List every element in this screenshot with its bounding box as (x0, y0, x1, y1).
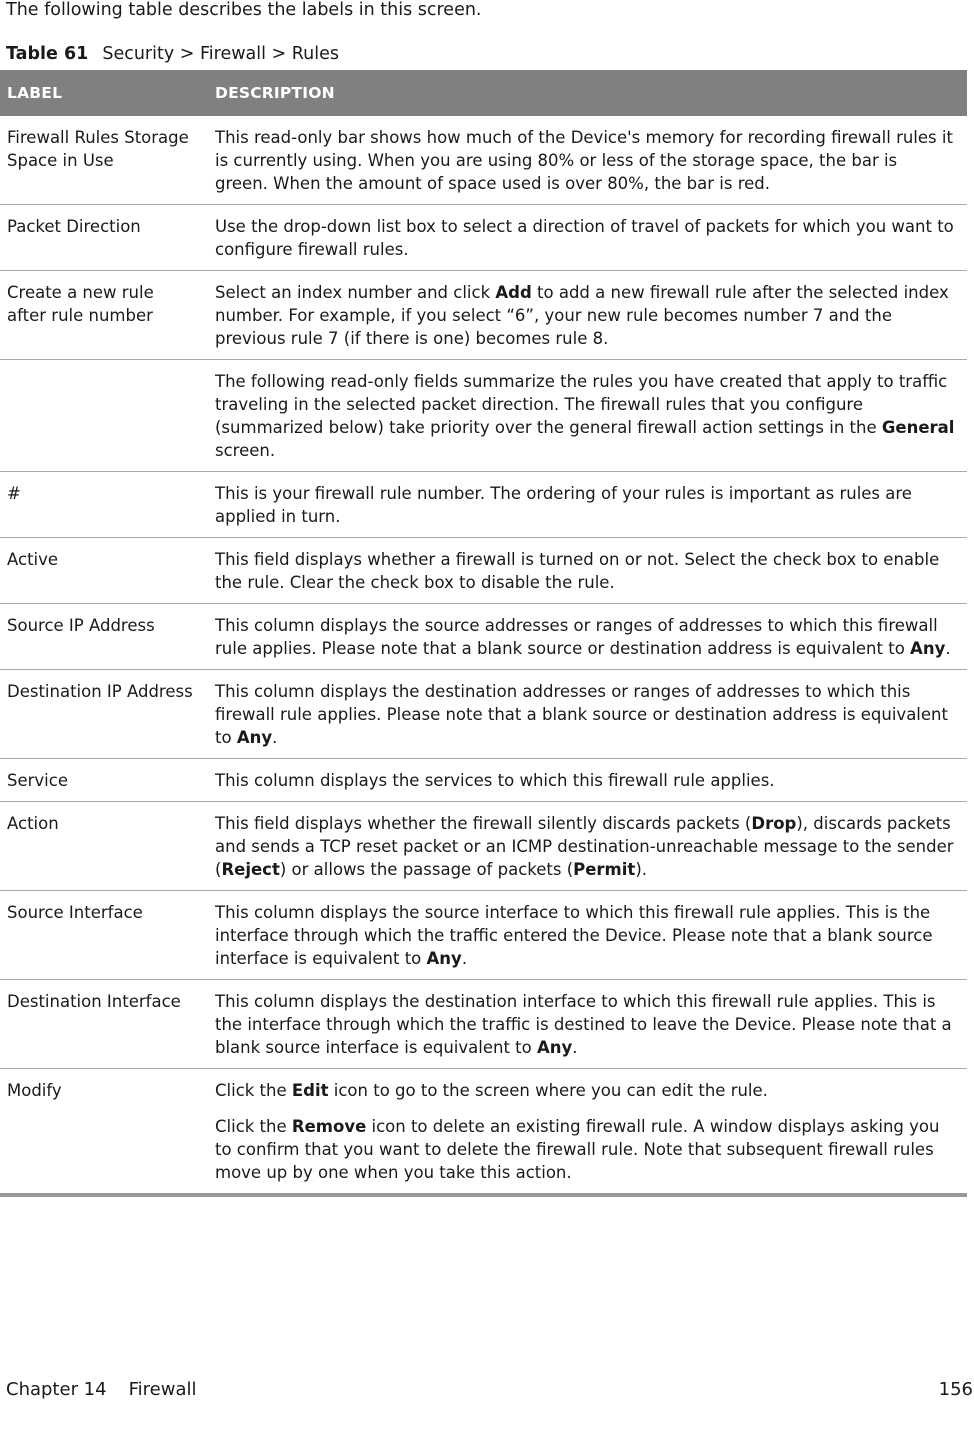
table-title: Security > Firewall > Rules (102, 44, 339, 64)
row-label: Destination Interface (0, 980, 208, 1069)
table-row (0, 360, 967, 472)
table-caption (6, 42, 339, 66)
table-row (0, 472, 967, 538)
row-label: Action (0, 802, 208, 891)
row-description: This is your firewall rule number. The ordering of your rules is important as rules are applied in turn. (208, 472, 967, 538)
modify-remove-paragraph: Click the Remove icon to delete an existing firewall rule. A window displays asking you to confirm that you want to delete the firewall rule. Note that subsequent firewall rules move up by one when you take this action. (215, 1117, 940, 1182)
row-description: Use the drop-down list box to select a direction of travel of packets for which you want to configure firewall rules. (208, 205, 967, 271)
row-description: The following read-only fields summarize the rules you have created that apply to traffic traveling in the selected packet direction. The firewall rules that you configure (summarized below) take priority over the general firewall action settings in the General screen. (208, 360, 967, 472)
table-row (0, 670, 967, 759)
modify-edit-paragraph: Click the Edit icon to go to the screen where you can edit the rule. (215, 1081, 768, 1100)
table-header-row (0, 70, 967, 116)
row-label: Destination IP Address (0, 670, 208, 759)
row-description: This column displays the destination addresses or ranges of addresses to which this firewall rule applies. Please note that a blank source or destination address is equivalent to Any. (208, 670, 967, 759)
table-row (0, 1069, 967, 1196)
row-label: Modify (0, 1069, 208, 1196)
row-label: # (0, 472, 208, 538)
row-label: Source Interface (0, 891, 208, 980)
table-row (0, 759, 967, 802)
row-description: This read-only bar shows how much of the Device's memory for recording firewall rules it is currently using. When you are using 80% or less of the storage space, the bar is green. When the amount of space used is over 80%, the bar is red. (208, 116, 967, 205)
row-label: Firewall Rules Storage Space in Use (0, 116, 208, 205)
table-row (0, 538, 967, 604)
row-label: Packet Direction (0, 205, 208, 271)
footer-chapter: Chapter 14 (6, 1379, 107, 1400)
labels-table (0, 70, 967, 1197)
row-description: This field displays whether a firewall is turned on or not. Select the check box to enable the rule. Clear the check box to disable the rule. (208, 538, 967, 604)
row-label: Service (0, 759, 208, 802)
header-description: DESCRIPTION (208, 70, 967, 116)
row-label: Create a new rule after rule number (0, 271, 208, 360)
table-row (0, 802, 967, 891)
table-row (0, 116, 967, 205)
row-label: Active (0, 538, 208, 604)
row-description: This column displays the source interface to which this firewall rule applies. This is the interface through which the traffic entered the Device. Please note that a blank source interface is equivalent to Any. (208, 891, 967, 980)
table-row (0, 980, 967, 1069)
row-label: Source IP Address (0, 604, 208, 670)
intro-text: The following table describes the labels in this screen. (6, 0, 482, 20)
table-row (0, 205, 967, 271)
row-description: Select an index number and click Add to add a new firewall rule after the selected index number. For example, if you select “6”, your new rule becomes number 7 and the previous rule 7 (if there is one) becomes rule 8. (208, 271, 967, 360)
footer-section: Firewall (128, 1379, 197, 1400)
row-description: This column displays the destination interface to which this firewall rule applies. This is the interface through which the traffic is destined to leave the Device. Please note that a blank source interface is equivalent to Any. (208, 980, 967, 1069)
table-row (0, 271, 967, 360)
header-label: LABEL (0, 70, 208, 116)
row-label (0, 360, 208, 472)
page-footer (6, 1377, 974, 1403)
row-description (208, 1069, 967, 1196)
page-number: 156 (938, 1379, 973, 1400)
table-number: Table 61 (6, 44, 89, 64)
row-description: This column displays the services to which this firewall rule applies. (208, 759, 967, 802)
row-description: This field displays whether the firewall silently discards packets (Drop), discards packets and sends a TCP reset packet or an ICMP destination-unreachable message to the sender (Reject) or allows the passage of packets (Permit). (208, 802, 967, 891)
table-row (0, 604, 967, 670)
row-description: This column displays the source addresses or ranges of addresses to which this firewall rule applies. Please note that a blank source or destination address is equivalent to Any. (208, 604, 967, 670)
table-row (0, 891, 967, 980)
